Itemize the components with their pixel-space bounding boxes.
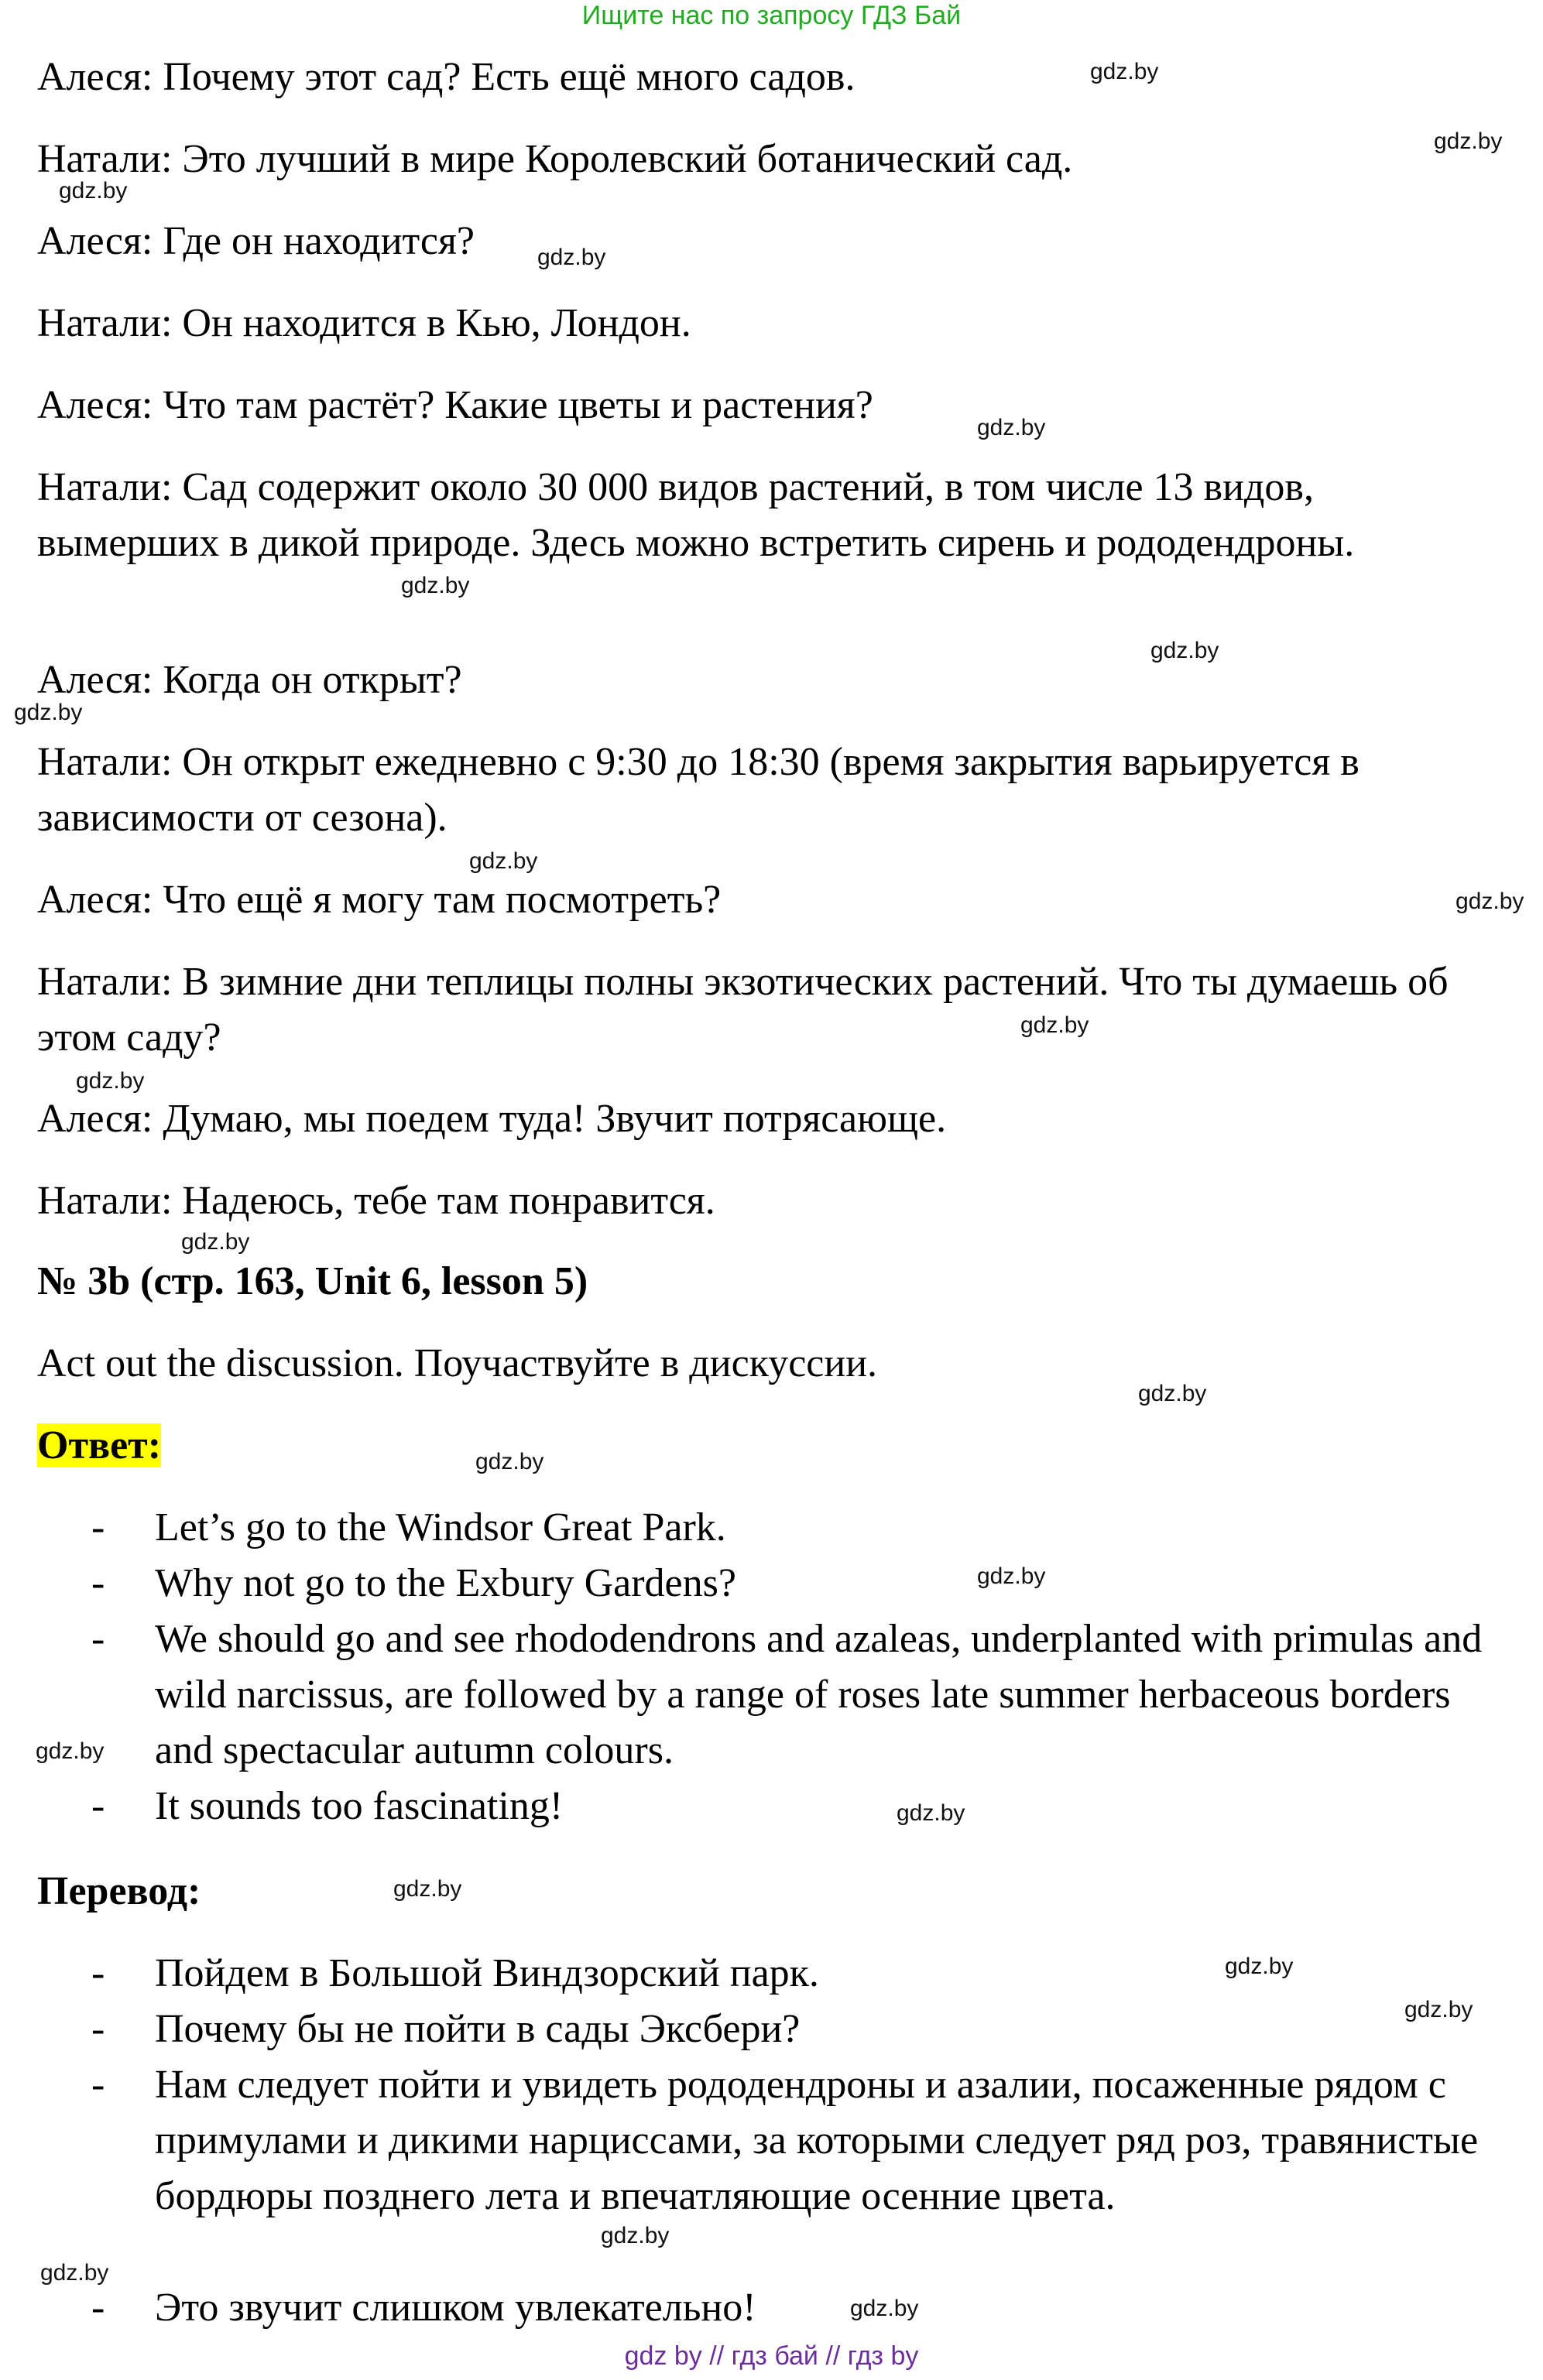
list-item-text: Пойдем в Большой Виндзорский парк.	[155, 1951, 819, 1995]
watermark: gdz.by	[40, 2260, 109, 2286]
watermark: gdz.by	[1138, 1381, 1207, 1406]
watermark: gdz.by	[977, 415, 1046, 440]
list-dash: -	[91, 1505, 105, 1550]
watermark: gdz.by	[14, 700, 83, 725]
dialogue-line: Алеся: Где он находится?	[37, 219, 475, 263]
watermark: gdz.by	[76, 1068, 145, 1094]
dialogue-line: Алеся: Думаю, мы поедем туда! Звучит потрясающе.	[37, 1097, 947, 1141]
dialogue-line: Натали: Он находится в Кью, Лондон.	[37, 301, 691, 345]
watermark: gdz.by	[393, 1876, 462, 1902]
watermark: gdz.by	[977, 1563, 1046, 1589]
list-item-text: Why not go to the Exbury Gardens?	[155, 1561, 736, 1605]
dialogue-line: Алеся: Почему этот сад? Есть ещё много садов.	[37, 55, 856, 99]
watermark: gdz.by	[36, 1738, 105, 1764]
watermark: gdz.by	[401, 573, 470, 598]
task-heading: № 3b (стр. 163, Unit 6, lesson 5)	[37, 1259, 588, 1303]
watermark: gdz.by	[1434, 128, 1503, 154]
watermark: gdz.by	[59, 178, 128, 204]
list-item-text: Нам следует пойти и увидеть рододендроны и азалии, посаженные рядом с примулами и дикими нарциссами, за которыми следует ряд роз, травянистые бордюры позднего лета и впечатляющие осенние цвета.	[155, 2063, 1479, 2218]
watermark: gdz.by	[1225, 1954, 1294, 1979]
translation-label: Перевод:	[37, 1869, 201, 1913]
watermark: gdz.by	[1456, 889, 1524, 914]
watermark: gdz.by	[1090, 59, 1159, 84]
dialogue-line: Натали: Надеюсь, тебе там понравится.	[37, 1179, 715, 1223]
answer-label-text: Ответ:	[37, 1423, 162, 1467]
header-banner[interactable]: Ищите нас по запросу ГДЗ Бай	[581, 1, 962, 30]
dialogue-line: Натали: Это лучший в мире Королевский ботанический сад.	[37, 137, 1073, 181]
task-instruction: Act out the discussion. Поучаствуйте в дискуссии.	[37, 1341, 878, 1385]
list-dash: -	[91, 1617, 105, 1661]
list-dash: -	[91, 2007, 105, 2051]
list-item-text: We should go and see rhododendrons and azaleas, underplanted with primulas and wild narcissus, are followed by a range of roses late summer herbaceous borders and spectacular autumn colours.	[155, 1617, 1483, 1772]
watermark: gdz.by	[469, 848, 538, 874]
watermark: gdz.by	[181, 1229, 250, 1255]
dialogue-line: Алеся: Когда он открыт?	[37, 658, 462, 702]
dialogue-line: Алеся: Что там растёт? Какие цветы и растения?	[37, 383, 873, 427]
watermark: gdz.by	[601, 2223, 670, 2248]
list-dash: -	[91, 1951, 105, 1995]
dialogue-line: Натали: Сад содержит около 30 000 видов растений, в том числе 13 видов, вымерших в дикой природе. Здесь можно встретить сирень и рододендроны.	[37, 465, 1355, 565]
watermark: gdz.by	[475, 1449, 544, 1474]
list-item-text: Это звучит слишком увлекательно!	[155, 2286, 756, 2330]
list-dash: -	[91, 1784, 105, 1828]
dialogue-line: Алеся: Что ещё я могу там посмотреть?	[37, 878, 722, 922]
dialogue-line: Натали: В зимние дни теплицы полны экзотических растений. Что ты думаешь об этом саду?	[37, 960, 1449, 1060]
footer-banner[interactable]: gdz by // гдз бай // гдз by	[624, 2341, 919, 2371]
watermark: gdz.by	[1020, 1012, 1089, 1038]
list-item-text: Let’s go to the Windsor Great Park.	[155, 1505, 726, 1550]
watermark: gdz.by	[897, 1800, 965, 1826]
list-dash: -	[91, 2286, 105, 2330]
dialogue-line: Натали: Он открыт ежедневно с 9:30 до 18:30 (время закрытия варьируется в зависимости от сезона).	[37, 740, 1360, 840]
watermark: gdz.by	[850, 2296, 919, 2321]
list-dash: -	[91, 1561, 105, 1605]
watermark: gdz.by	[1150, 638, 1219, 663]
answer-label	[37, 1418, 1493, 1474]
watermark: gdz.by	[1404, 1997, 1473, 2022]
list-item-text: Почему бы не пойти в сады Эксбери?	[155, 2007, 801, 2051]
list-item-text: It sounds too fascinating!	[155, 1784, 564, 1828]
watermark: gdz.by	[537, 245, 606, 270]
list-dash: -	[91, 2063, 105, 2107]
